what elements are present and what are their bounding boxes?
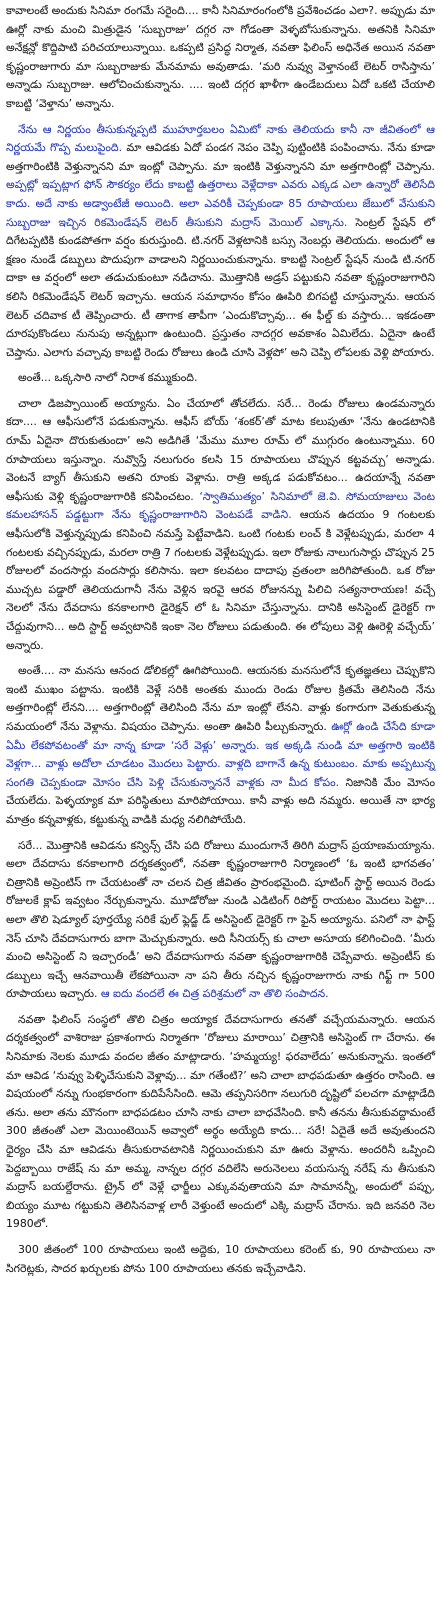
article-paragraph <box>6 395 435 655</box>
body-text: చాలా డిజప్పాయింట్ అయ్యాను. ఏం చేయాలో తోచలేదు. సరే... రెండు రోజులు ఉండమన్నారు కదా.... ఆ ఆఫీసులోనే పడుకున్నాను. ఆఫీస్ బోయ్ ‘శంకర్’తో మాట కలుపుతూ ‘నేను ఉండటానికి రూమ్ ఏదైనా దొరుకుతుందా’ అని అడిగితే ‘మేము మూల రూమ్ లో ముగ్గురం ఉంటున్నాము. 60 రూపాయలు ఇస్తున్నాం. నువ్వొస్తే నలుగురం కలసి 15 రూపాయలు చొప్పున కట్టవచ్చు’ అన్నాడు. వెంటనే బ్యాగ్ తీసుకుని అతని రూంకు వెళ్లాను. రాత్రి అక్కడ పడుకోవటం... ఉదయాన్నే నవతా ఆఫీసుకు వెళ్లి కృష్ణంరాజుగారికి కనిపించటం. <box>6 396 435 503</box>
highlighted-text: ఆ ఐదు వందలే ఈ చిత్ర పరిశ్రమలో నా తొలి సంపాదన. <box>100 987 329 1001</box>
article-paragraph <box>6 369 435 388</box>
article-paragraph <box>6 1011 435 1234</box>
body-text: 300 జీతంలో 100 రూపాయలు ఇంటి అద్దెకు, 10 రూపాయలు కరెంట్ కు, 90 రూపాయలు నా సిగరెట్లకు, సాదర ఖర్చులకు పోను 100 రూపాయలు తనకు ఇచ్చేవాడిని. <box>6 1243 435 1275</box>
body-text: అంతే... ఒక్కసారి నాలో నిరాశ కమ్ముకుంది. <box>18 371 198 385</box>
body-text: అంతే.... నా మనసు ఆనంద డోలికల్లో ఊగిపోయింది. ఆయనకు మనసులోనే కృతజ్ఞతలు చెప్పుకొని ఇంటి ముఖం పట్టాను. ఇంటికి వెళ్లే సరికి అంతకు ముందు రెండు రోజుల క్రితమే తెలిసింది నేను అత్తగారింట్లో లేనని.... అత్తగారింట్లో తెలిసింది నేను మా ఇంట్లో లేనని. వాళ్లు కంగారుగా వెతుకుతున్న సమయంలో నేను వెళ్లాను. విషయం చెప్పాను. అంతా ఊపిరి పీల్చుకున్నారు. <box>6 664 435 733</box>
article-paragraph <box>6 837 435 1004</box>
article-paragraph <box>6 1241 435 1278</box>
body-text: ఆయన ఉదయం 9 గంటలకు ఆఫీసులోకి వెళ్తున్నప్పుడు కనిపించి నమస్తే పెట్టేవాడిని. ఒంటి గంటకు లంచ్ కి వెళ్లేటప్పుడు, మరలా 4 గంటలకు వచ్చినప్పుడు, మరలా రాత్రి 7 గంటలకు వెళ్లేటప్పుడు. ఇలా రోజుకు నాలుగుసార్లు చొప్పున 25 రోజులలో వందసార్లు వందసార్లు కలిసాను. ఇలా కలవటం దాదాపు వ్రతంలా జరిగిపోతుంది. ఒక రోజు ముచ్చట పడ్డారో తెలియదుగానీ నేను వెళ్లిన ఇరవై ఆరవ రోజునన్ను పిలిచి సత్యనారాయణ! వచ్చే నెలలో నేను దేవదాసు కనకాలగారి డైరెక్షన్ లో ఓ సినిమా చేస్తున్నాను. దానికి అసిస్టెంట్ డైరెక్టర్ గా చేద్దువుగాని... అది స్టార్ట్ అవ్వటానికి ఇంకా నెల రోజులు పడుతుంది. ఈ లోపులు వెళ్లి ఊరెళ్లి వచ్చేయ్’ అన్నారు. <box>6 508 435 652</box>
highlighted-text: ‘స్వాతిముత్యం’ సినిమాలో జె.వి. సోమయాజులు వెంట కమలహాసన్ పడ్డట్టుగా నేను కృష్ణంరాజుగారిని వెంటపడే వాడిని. <box>6 489 435 522</box>
body-text: నవతా ఫిలింస్ సంస్థలో తొలి చిత్రం అయ్యాక దేవదాసుగారు తనతో వచ్చేయమన్నారు. ఆయన దర్శకత్వంలో వాశిరాజు ప్రకాశంగారు నిర్మాతగా ‘రోజులు మారాయి’ చిత్రానికి అసిస్టెంట్ గా చేరాను. ఈ సినిమాకు నెలకు మూడు వందల జీతం మాట్లాడారు. ‘హమ్మయ్య! ఫరవాలేదు’ అనుకున్నాను. ఇంతలో మా ఆవిడ ‘నువ్వు పెళ్ళిచేసుకుని వెళ్లావు... మా గతేంటి?’ అని చాలా బాధపడుతూ ఉత్తరం రాసింది. ఆ విషయంలో నన్ను గుంభకారంగా కుదిపేసేసింది. ఆమె తప్పనిసరిగా నలుగురి దృష్టిలో పలచగా మాట్లాడేది తను. అలా తను మౌనంగా బాధపడటం చూసి నాకు చాలా బాధవేసింది. కానీ తనను తీసుకువద్దామంటే 300 జీతంతో ఎలా మెయింటెయిన్ అవ్వాలో అర్థం అయ్యేది కాదు... సరే! ఏదైతే అదే అవుతుందని ధైర్యం చేసి మా ఆవిడను తీసుకురావటానికి నిర్ణయించుకుని మా ఊరు వెళ్లాను. అందరినీ ఒప్పించి పెద్దబ్బాయి రాజేష్ ను మా అమ్మ, నాన్నల దగ్గర వదిలేసి అరునెలలు వయసున్న నరేష్ ను తీసుకుని మద్రాస్ బయల్దేరాను. ట్రైన్ లో వెళ్లే ఛార్జీలు ఎక్కువవుతాయని మా సామానన్నీ, అందులో పప్పు, బియ్యం మూట గట్టుకుని తెలిసినవాళ్ల లారీ వెళ్తుంటే అందులో ఎక్కి మద్రాస్ చేరాను. ఇది జనవరి నెల 1980లో. <box>6 1012 435 1231</box>
body-text: సరే... మొత్తానికి ఆవిడను కన్విన్స్ చేసి పది రోజులు ముందుగానే తిరిగి మద్రాస్ ప్రయాణమయ్యాను. అలా దేవదాసు కనకాలగారి దర్శకత్వంలో, నవతా కృష్ణంరాజుగారి నిర్మాణంలో ‘ఓ ఇంటి భాగవతం’ చిత్రానికి అప్రెంటిస్ గా చేయటంతో నా చలన చిత్ర జీవితం ప్రారంభమైంది. షూటింగ్ స్టార్ట్ అయిన రెండు రోజులకే క్లాప్ ఇవ్వటం నేర్చుకున్నాను. మూడోరోజు నుండి ఎడిటింగ్ రిపోర్ట్ రాయటం మొదలు పెట్టా... అలా తొలి షెడ్యూల్ పూర్తయ్యే సరికే ఫుల్ ఫ్లెడ్జ్ డ్ అసిస్టెంట్ డైరెక్టర్ గా ఫైన్ అయ్యాను. పనిలో నా ఫాస్ట్ నెస్ చూసి దేవదాసుగారు బాగా మెచ్చుకున్నారు. అది సీనియర్స్ కు చాలా అసూయ కలిగించింది. ‘మీరు మంచి అసిస్టెంట్ ని ఇచ్చారండీ’ అని దేవదాసుగారు నవతా కృష్ణంరాజుగారికి చెప్పేవారు. అప్రెంటీస్ కు డబ్బులు ఇచ్చే ఆనవాయితీ లేకపోయినా నా పని తీరు నచ్చిన కృష్ణంరాజుగారు నాకు గిఫ్ట్ గా 500 రూపాయలు ఇచ్చారు. <box>6 838 435 1001</box>
body-text: మా ఆవిడకు ఏదో పండగ నెపం చెప్పి పుట్టింటికి పంపించాను. నేను కూడా అత్తగారింటికి వెళ్తున్నానని మా ఇంట్లో చెప్పాను. మా ఇంటికి వెళ్తున్నానని మా అత్తగారింట్లో చెప్పాను. <box>6 141 435 173</box>
article-paragraph <box>6 121 435 363</box>
article-body <box>6 2 435 1278</box>
body-text: నిజానికి మేం మోసం చేయలేదు. పెళ్ళయ్యాక మా పరిస్థితులు మారిపోయాయి. కానీ వాళ్లు అది నమ్మరు. అయితే నా భార్య మాత్రం కన్నవాళ్లకు, కట్టుకున్న వాడికి మధ్య నలిగిపోయేది. <box>6 775 435 826</box>
body-text: కావాలంటే అందుకు సినిమా రంగమే సరైంది.... కానీ సినిమారంగంలోకి ప్రవేశించడం ఎలా?. అప్పుడు మా ఊర్లో నాకు మంచి మిత్రుడైన ‘సుబ్బరాజు’ దగ్గర నా గోడంతా వెళ్ళబోసుకున్నాను. అతనికి సినిమా అనేక్షన్లో కొద్దిపాటి పరిచయాలున్నాయి. ఒకప్పటి ప్రసిద్ధ నిర్మాత, నవతా ఫిలింస్ అధినేత అయిన నవతా కృష్ణంరాజుగారు మా సుబ్బరాజుకు మేనమామ అవుతాడు. ‘మరి నువ్వు వెళ్తానంటే లెటర్ రాసిస్తాను’ అన్నాడు సుబ్బరాజు. ఆలోచించుకున్నాను. .... ఇంటి దగ్గర ఖాళీగా ఉండేబదులు ఏదో ఒకటి చేయాలి కాబట్టి ‘వెళ్తాను’ అన్నాను. <box>6 4 435 110</box>
article-paragraph <box>6 662 435 829</box>
highlighted-text: ఊర్లో ఉండి చేసేది కూడా ఏమీ లేకపోవటంతో మా నాన్న కూడా ‘సరే వెళ్లు’ అన్నారు. ఇక అక్కడి నుండి మా అత్తగారి ఇంటికి వెళ్లగా... వాళ్లు అదోలా చూడటం మొదలు పెట్టారు. వాళ్లది బాగానే ఉన్న కుటుంబం. మాకు అప్పటున్న సంగతి చెప్పకుండా మోసం చేసి పెళ్లి చేసుకున్నాననే వాళ్లకు నా మీద కోపం. <box>6 719 435 789</box>
highlighted-text: నేను ఆ నిర్ణయం తీసుకున్నప్పటి ముహూర్తబలం ఏమిటో నాకు తెలియదు కానీ నా జీవితంలో ఆ నిర్ణయమే గొప్ప మలుపైంది. <box>6 122 435 155</box>
body-text: సెంట్రల్ స్టేషన్ లో దిగేటప్పటికి కుండపోతగా వర్షం కురుస్తుంది. టి.నగర్ వెళ్లటానికి బస్సు నెంబర్లు తెలియదు. అందులో ఆ క్షణం నుండే డబ్బులు పొదుపుగా వాడాలని నిర్ణయించుకున్నాను. కాబట్టి సెంట్రల్ స్టేషన్ నుండి టి.నగర్ దాకా ఆ వర్షంలో అలా తడుచుకుంటూ నడిచాను. మొత్తానికి అడ్రస్ పట్టుకుని నవతా కృష్ణంరాజుగారిని కలిసి రికమెండేషన్ లెటర్ ఇచ్చాను. ఆయన సమాధానం కోసం ఊపిరి బిగపట్టి చూస్తున్నాను. ఆయన లెటర్ చదివాక టీ తెప్పించారు. టీ తాగాక తాపీగా ‘ఎందుకొచ్చావు... ఈ ఫీల్డ్ కు వస్తారు... ఇకడంతా దూరపుకొండలు నునుపు అన్నట్లుగా ఉంటుంది. ప్రస్తుతం నాదగ్గర అవకాశం ఏమిలేదు. ఏదైనా ఉంటే చెప్తాను. ఎలాగు వచ్చావు కాబట్టి రెండు రోజులు ఉండి చూసి వెళ్లపో’ అని చెప్పి లోపలకు వెళ్లి పోయారు. <box>6 215 435 359</box>
highlighted-text: అప్పట్లో ఇప్పట్లాగ ఫోన్ సౌకర్యం లేదు కాబట్టి ఉత్తరాలు వెళ్లేదాకా ఎవరు ఎక్కడ ఎలా ఉన్నారో తెలిసేది కాదు. అదే నాకు అడ్వాంటేజీ అయింది. అలా ఎవరికీ చెప్పకుండా 85 రూపాయలు జేబులో వేసుకుని సుబ్బరాజు ఇచ్చిన రికమెండేషన్ లెటర్ తీసుకుని మద్రాస్ మెయిల్ ఎక్కాను. <box>6 178 435 229</box>
article-paragraph <box>6 2 435 114</box>
